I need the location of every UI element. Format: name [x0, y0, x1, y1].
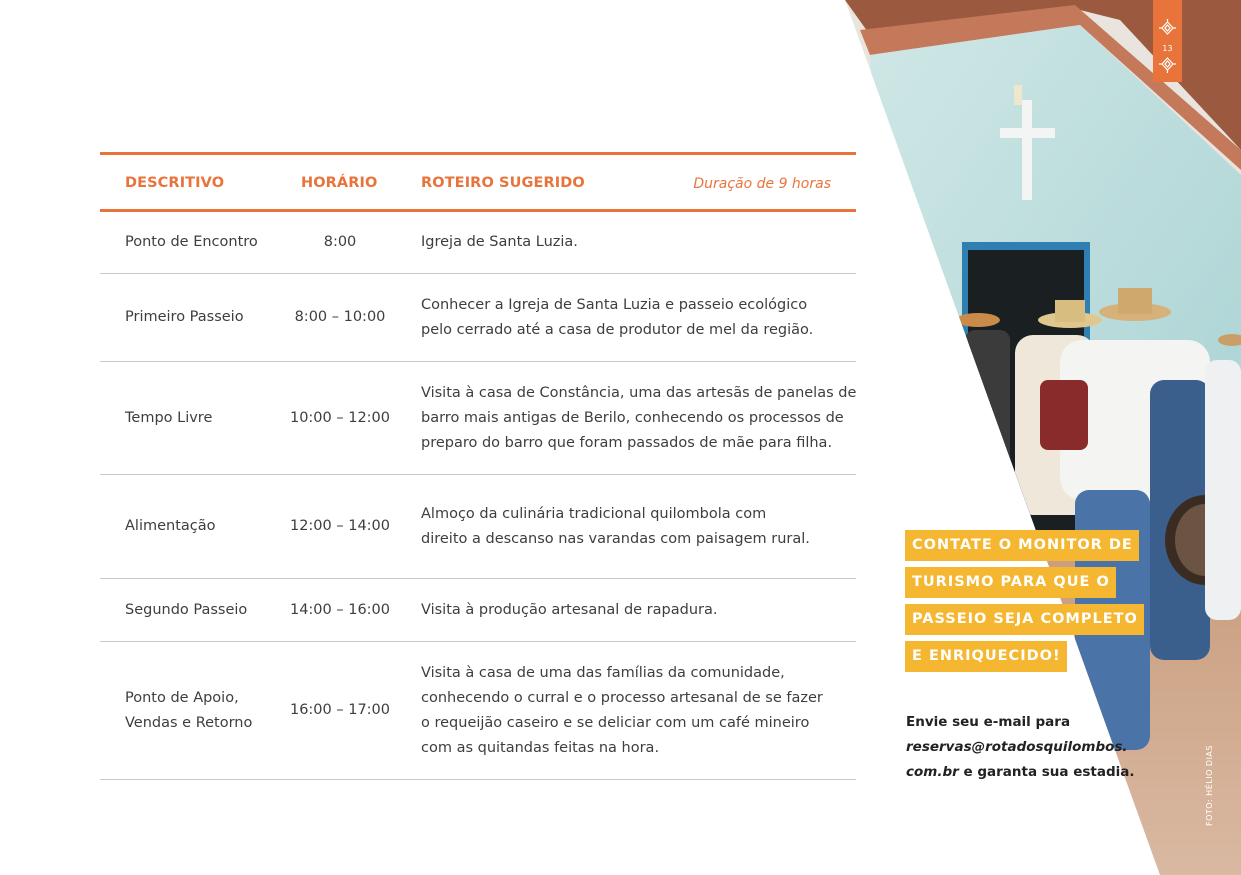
- row-time: 8:00: [323, 234, 357, 250]
- header-time: HORÁRIO: [301, 175, 378, 191]
- table-header: [100, 155, 856, 212]
- row-route: Visita à casa de Constância, uma das artesãs de panelas de barro mais antigas de Berilo, conhecendo os processos de preparo do barro que foram passados de mãe para filha.: [421, 384, 857, 451]
- ornament-icon: [1153, 0, 1182, 82]
- duration-note: Duração de 9 horas: [693, 176, 831, 192]
- row-time: 10:00 – 12:00: [289, 409, 391, 426]
- callout-line: CONTATE O MONITOR DE: [905, 530, 1139, 561]
- table-row: [100, 642, 856, 780]
- table-row: [100, 475, 856, 579]
- page-number-badge: [1153, 0, 1182, 82]
- contact-email-part2[interactable]: com.br: [906, 764, 959, 780]
- row-route: Visita à produção artesanal de rapadura.: [421, 601, 718, 618]
- header-description: DESCRITIVO: [125, 175, 225, 191]
- row-route: Conhecer a Igreja de Santa Luzia e passeio ecológico pelo cerrado até a casa de produtor de mel da região.: [421, 296, 814, 338]
- row-description: Primeiro Passeio: [125, 309, 244, 325]
- table-row: [100, 274, 856, 362]
- callout-line: TURISMO PARA QUE O: [905, 567, 1116, 598]
- contact-line: Envie seu e-mail para: [906, 714, 1071, 730]
- row-time: 8:00 – 10:00: [294, 309, 386, 325]
- row-time: 12:00 – 14:00: [289, 518, 391, 534]
- page-number: 13: [1162, 44, 1173, 53]
- row-description: Ponto de Encontro: [125, 234, 258, 250]
- row-description: Tempo Livre: [125, 409, 213, 426]
- row-description: Ponto de Apoio, Vendas e Retorno: [125, 689, 253, 731]
- row-description: Alimentação: [125, 518, 216, 534]
- schedule-table: [100, 152, 856, 780]
- callout-line: E ENRIQUECIDO!: [905, 641, 1067, 672]
- contact-text: [906, 710, 1135, 785]
- table-row: [100, 362, 856, 475]
- photo-credit: FOTO: HÉLIO DIAS: [1205, 745, 1214, 826]
- row-route: Visita à casa de uma das famílias da comunidade, conhecendo o curral e o processo artesanal de se fazer o requeijão caseiro e se deliciar com um café mineiro com as quitandas feitas na hora.: [421, 664, 823, 756]
- row-description: Segundo Passeio: [125, 601, 248, 618]
- callout-box: [905, 530, 1144, 678]
- contact-line-rest: e garanta sua estadia.: [958, 764, 1135, 780]
- row-time: 14:00 – 16:00: [289, 601, 391, 618]
- header-route: ROTEIRO SUGERIDO: [421, 175, 585, 191]
- table-row: [100, 212, 856, 274]
- contact-email-part1[interactable]: reservas@rotadosquilombos.: [906, 739, 1128, 755]
- table-row: [100, 579, 856, 642]
- callout-line: PASSEIO SEJA COMPLETO: [905, 604, 1144, 635]
- row-route: Almoço da culinária tradicional quilombola com direito a descanso nas varandas com paisagem rural.: [421, 505, 810, 547]
- row-route: Igreja de Santa Luzia.: [421, 234, 578, 250]
- row-time: 16:00 – 17:00: [289, 702, 391, 718]
